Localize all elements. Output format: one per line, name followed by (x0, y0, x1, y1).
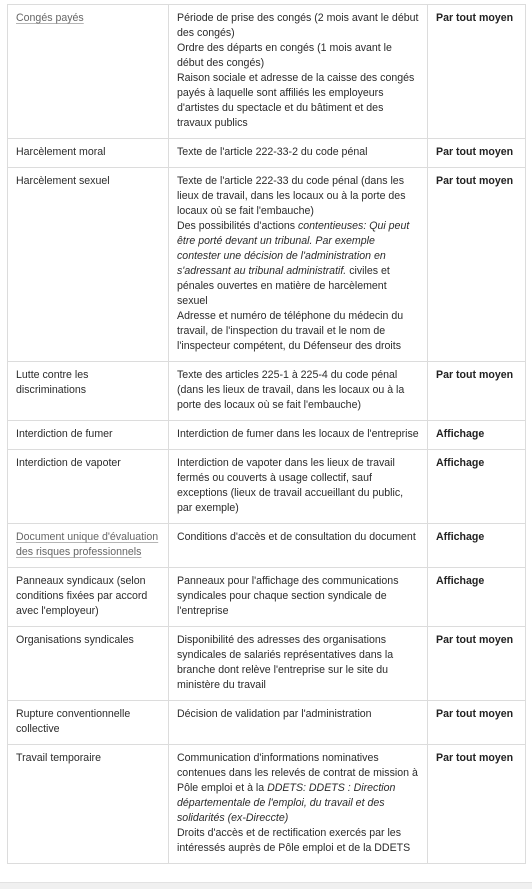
subject-cell (8, 5, 169, 139)
content-line: Période de prise des congés (2 mois avant le début des congés) (177, 12, 419, 39)
mode-cell: Par tout moyen (428, 701, 526, 745)
content-text: Communication d'informations nominatives contenues dans les relevés de contrat de mission à Pôle emploi et à la (177, 752, 418, 794)
content-line: Interdiction de fumer dans les locaux de l'entreprise (177, 428, 419, 440)
table-row (8, 524, 526, 568)
mode-cell: Par tout moyen (428, 5, 526, 139)
subject-cell: Interdiction de fumer (8, 421, 169, 450)
mode-cell: Par tout moyen (428, 362, 526, 421)
content-cell (169, 139, 428, 168)
table-row (8, 139, 526, 168)
mode-cell: Par tout moyen (428, 627, 526, 701)
subject-cell: Panneaux syndicaux (selon conditions fixées par accord avec l'employeur) (8, 568, 169, 627)
subject-cell: Travail temporaire (8, 745, 169, 864)
subject-cell: Interdiction de vapoter (8, 450, 169, 524)
table-row (8, 627, 526, 701)
content-line (177, 751, 419, 826)
content-cell (169, 568, 428, 627)
mode-cell: Affichage (428, 568, 526, 627)
content-line: Décision de validation par l'administration (177, 708, 372, 720)
content-cell (169, 701, 428, 745)
content-cell (169, 524, 428, 568)
content-cell (169, 450, 428, 524)
mode-cell: Affichage (428, 421, 526, 450)
content-line: Texte de l'article 222-33-2 du code pénal (177, 146, 368, 158)
content-cell (169, 745, 428, 864)
content-cell (169, 421, 428, 450)
mode-cell: Par tout moyen (428, 745, 526, 864)
table-row (8, 568, 526, 627)
subject-cell: Rupture conventionnelle collective (8, 701, 169, 745)
affichage-obligations-table (7, 4, 526, 864)
definition-tooltip-text[interactable]: contentieuses: Qui peut être porté devant un tribunal. Par exemple contester une décision de l'administration en s'adressant au tribunal administratif. (177, 220, 410, 277)
mode-cell: Affichage (428, 450, 526, 524)
content-line: Interdiction de vapoter dans les lieux de travail fermés ou couverts à usage collectif, sauf exceptions (lieux de travail accueillant du public, par exemple) (177, 457, 404, 514)
content-cell (169, 362, 428, 421)
subject-cell: Harcèlement moral (8, 139, 169, 168)
definition-tooltip-text[interactable]: DDETS: DDETS : Direction départementale de l'emploi, du travail et des solidarités (ex-Direccte) (177, 782, 396, 824)
content-text: civiles et pénales ouvertes en matière de harcèlement sexuel (177, 265, 390, 307)
subject-cell: Lutte contre les discriminations (8, 362, 169, 421)
mode-cell: Par tout moyen (428, 139, 526, 168)
table-row (8, 701, 526, 745)
subject-link[interactable]: Document unique d'évaluation des risques professionnels (16, 531, 159, 558)
content-line: Texte de l'article 222-33 du code pénal (dans les lieux de travail, dans les locaux ou à la porte des locaux où se fait l'embauche) (177, 175, 406, 217)
subject-cell: Organisations syndicales (8, 627, 169, 701)
table-row (8, 5, 526, 139)
content-line (177, 219, 419, 309)
content-cell (169, 5, 428, 139)
table-row (8, 745, 526, 864)
bottom-edge-bar (0, 882, 532, 889)
content-line: Adresse et numéro de téléphone du médecin du travail, de l'inspection du travail et le nom de l'inspecteur compétent, du Défenseur des droits (177, 310, 404, 352)
content-line: Conditions d'accès et de consultation du document (177, 531, 416, 543)
subject-link[interactable]: Congés payés (16, 12, 84, 24)
subject-cell: Harcèlement sexuel (8, 168, 169, 362)
content-line: Disponibilité des adresses des organisations syndicales de salariés représentatives dans la branche dont relève l'entreprise sur le site du ministère du travail (177, 634, 394, 691)
table-row (8, 450, 526, 524)
content-line: Ordre des départs en congés (1 mois avant le début des congés) (177, 42, 392, 69)
table-row (8, 421, 526, 450)
content-line: Droits d'accès et de rectification exercés par les intéressés auprès de Pôle emploi et de la DDETS (177, 827, 411, 854)
content-text: Des possibilités d'actions (177, 220, 298, 232)
subject-cell (8, 524, 169, 568)
content-cell (169, 168, 428, 362)
content-line: Texte des articles 225-1 à 225-4 du code pénal (dans les lieux de travail, dans les locaux ou à la porte des locaux où se fait l'embauche) (177, 369, 405, 411)
content-line: Panneaux pour l'affichage des communications syndicales pour chaque section syndicale de l'entreprise (177, 575, 399, 617)
mode-cell: Par tout moyen (428, 168, 526, 362)
content-cell (169, 627, 428, 701)
content-line: Raison sociale et adresse de la caisse des congés payés à laquelle sont affiliés les employeurs d'artistes du spectacle et du bâtiment et des travaux publics (177, 72, 415, 129)
table-row (8, 168, 526, 362)
table-row (8, 362, 526, 421)
mode-cell: Affichage (428, 524, 526, 568)
